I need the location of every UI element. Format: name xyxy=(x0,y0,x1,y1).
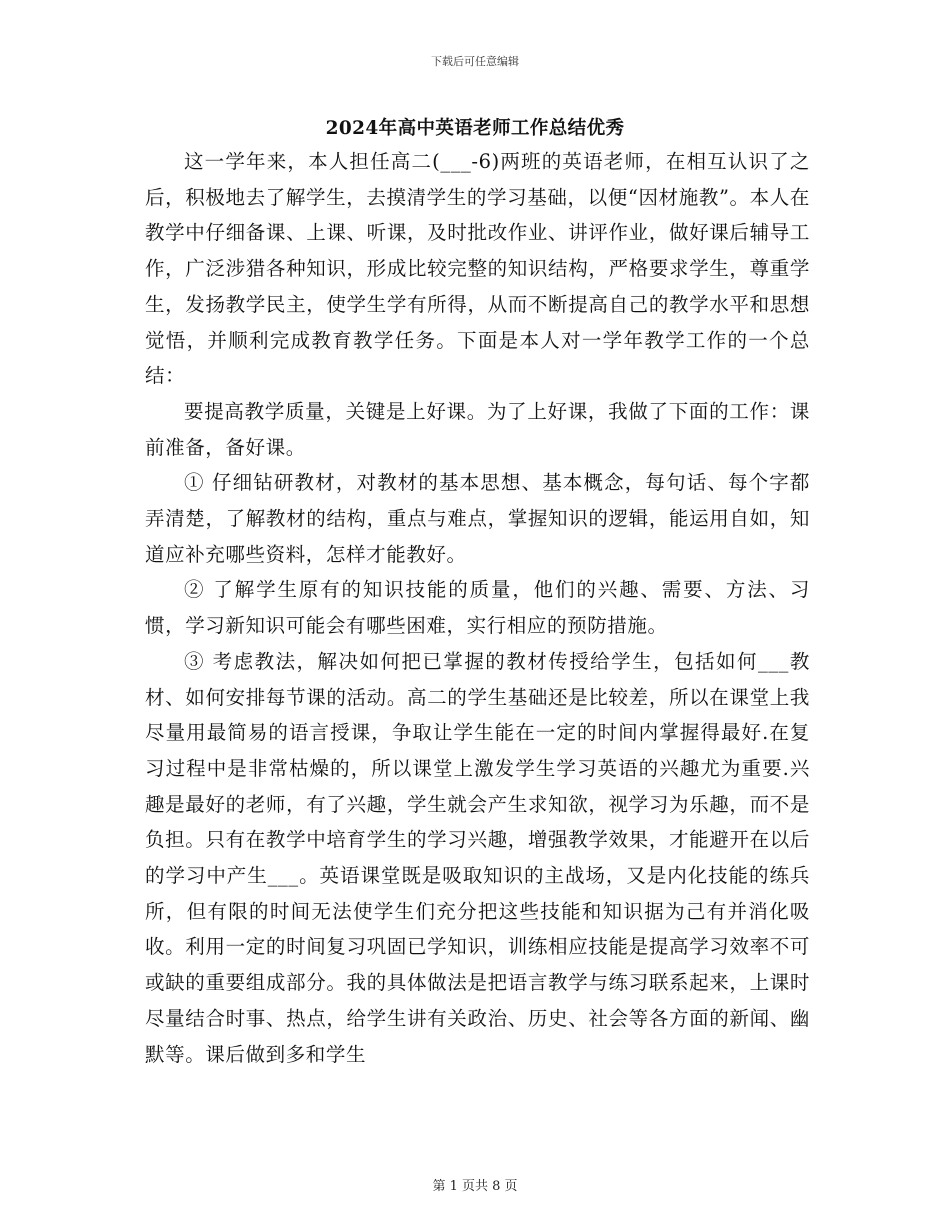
paragraph-lesson-prep: 要提高教学质量，关键是上好课。为了上好课，我做了下面的工作：课前准备，备好课。 xyxy=(145,399,810,459)
paragraph-item-3: ③ 考虑教法，解决如何把已掌握的教材传授给学生，包括如何___教材、如何安排每节课的活动。高二的学生基础还是比较差，所以在课堂上我尽量用最简易的语言授课，争取让学生能在一定的时间内掌握得最好.在复习过程中是非常枯燥的，所以课堂上激发学生学习英语的兴趣尤为重要.兴趣是最好的老师，有了兴趣，学生就会产生求知欲，视学习为乐趣，而不是负担。只有在教学中培育学生的学习兴趣，增强教学效果，才能避开在以后的学习中产生___。英语课堂既是吸取知识的主战场，又是内化技能的练兵所，但有限的时间无法使学生们充分把这些技能和知识据为己有并消化吸收。利用一定的时间复习巩固已学知识，训练相应技能是提高学习效率不可或缺的重要组成部分。我的具体做法是把语言教学与练习联系起来，上课时尽量结合时事、热点，给学生讲有关政治、历史、社会等各方面的新闻、幽默等。课后做到多和学生 xyxy=(145,649,810,1066)
paragraph-item-1: ① 仔细钻研教材，对教材的基本思想、基本概念，每句话、每个字都弄清楚，了解教材的结构，重点与难点，掌握知识的逻辑，能运用自如，知道应补充哪些资料，怎样才能教好。 xyxy=(145,471,810,566)
paragraph-intro: 这一学年来，本人担任高二(___-6)两班的英语老师，在相互认识了之后，积极地去了解学生，去摸清学生的学习基础，以便“因材施教”。本人在教学中仔细备课、上课、听课，及时批改作业、讲评作业，做好课后辅导工作，广泛涉猎各种知识，形成比较完整的知识结构，严格要求学生，尊重学生，发扬教学民主，使学生学有所得，从而不断提高自己的教学水平和思想觉悟，并顺利完成教育教学任务。下面是本人对一学年教学工作的一个总结： xyxy=(145,150,810,388)
document-body xyxy=(145,144,810,1072)
page-number-footer: 第 1 页共 8 页 xyxy=(432,1179,518,1194)
paragraph-item-2: ② 了解学生原有的知识技能的质量，他们的兴趣、需要、方法、习惯，学习新知识可能会有哪些困难，实行相应的预防措施。 xyxy=(145,578,810,638)
page-header-note: 下载后可任意编辑 xyxy=(431,55,519,68)
document-title: 2024年高中英语老师工作总结优秀 xyxy=(325,118,625,139)
